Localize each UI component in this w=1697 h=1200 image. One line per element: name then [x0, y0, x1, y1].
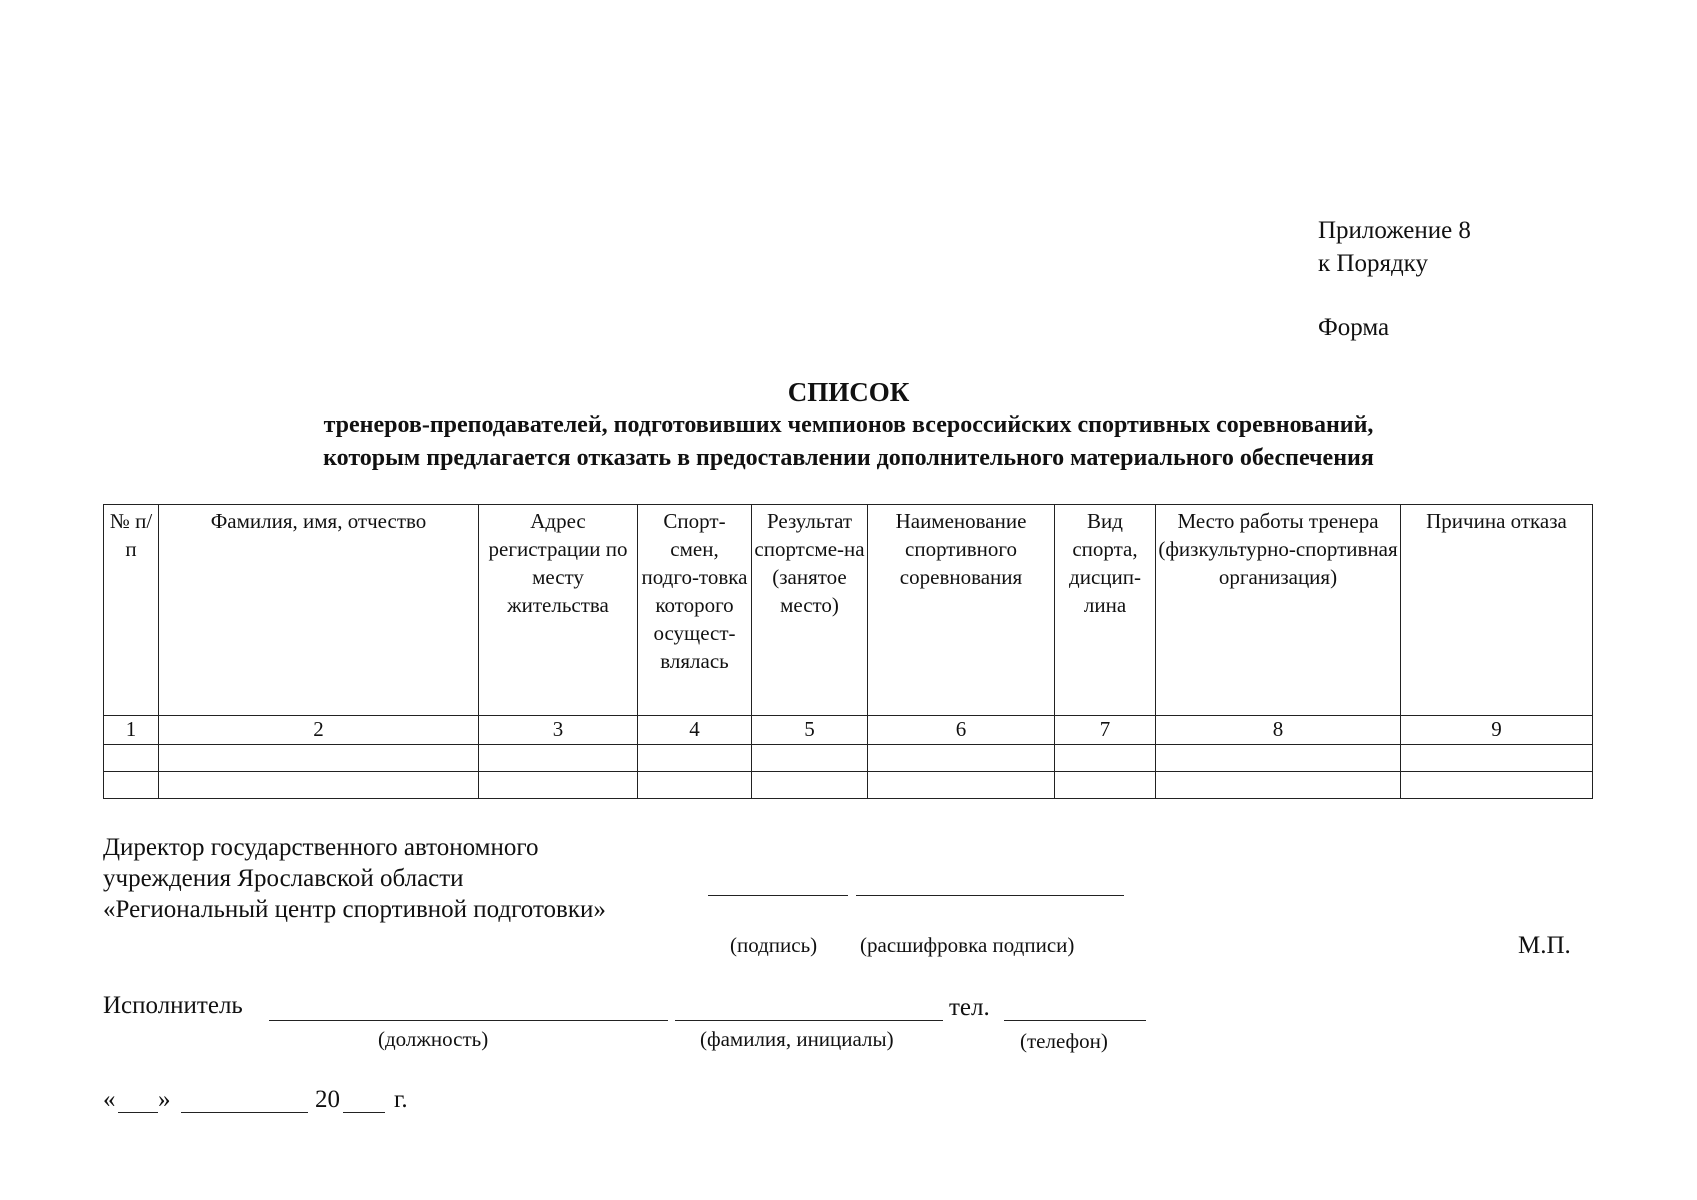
table-cell[interactable]: [868, 772, 1055, 799]
column-number: 8: [1156, 716, 1401, 745]
date-day-line[interactable]: [118, 1112, 158, 1113]
form-label: Форма: [1318, 314, 1390, 341]
coaches-table: [103, 504, 1593, 799]
header-sport: Вид спорта, дисцип-лина: [1055, 505, 1156, 716]
header-refusal-reason: Причина отказа: [1401, 505, 1593, 716]
date-close-quote: »: [158, 1086, 171, 1113]
table-cell[interactable]: [1156, 745, 1401, 772]
column-number: 4: [638, 716, 752, 745]
date-open-quote: «: [103, 1086, 116, 1113]
table-cell[interactable]: [638, 745, 752, 772]
director-block: [103, 832, 606, 925]
stamp-label: М.П.: [1518, 932, 1571, 959]
header-athlete: Спорт-смен, подго-товка которого осущест-влялась: [638, 505, 752, 716]
table-cell[interactable]: [104, 745, 159, 772]
table-cell[interactable]: [1055, 772, 1156, 799]
header-competition: Наименование спортивного соревнования: [868, 505, 1055, 716]
document-title-block: [0, 375, 1697, 475]
appendix-block: [1318, 214, 1471, 344]
table-cell[interactable]: [479, 745, 638, 772]
signature-line[interactable]: [708, 895, 848, 896]
table-header-row: [104, 505, 1593, 716]
appendix-number: Приложение 8: [1318, 217, 1471, 244]
table-cell[interactable]: [479, 772, 638, 799]
table-row: [104, 772, 1593, 799]
header-result: Результат спортсме-на (занятое место): [752, 505, 868, 716]
document-subtitle-line-1: тренеров-преподавателей, подготовивших чемпионов всероссийских спортивных соревнований,: [323, 412, 1374, 438]
header-number: № п/п: [104, 505, 159, 716]
column-number: 3: [479, 716, 638, 745]
column-number: 7: [1055, 716, 1156, 745]
header-full-name: Фамилия, имя, отчество: [159, 505, 479, 716]
phone-label: тел.: [949, 994, 990, 1021]
phone-line[interactable]: [1004, 1020, 1146, 1021]
table-cell[interactable]: [1055, 745, 1156, 772]
table-row: [104, 745, 1593, 772]
table-cell[interactable]: [868, 745, 1055, 772]
date-year-suffix: г.: [394, 1086, 408, 1113]
name-caption: (фамилия, инициалы): [700, 1027, 894, 1051]
table-cell[interactable]: [1401, 745, 1593, 772]
document-subtitle-line-2: которым предлагается отказать в предоставлении дополнительного материального обеспечения: [323, 445, 1374, 471]
date-year-line[interactable]: [343, 1112, 385, 1113]
director-title-line-1: Директор государственного автономного: [103, 834, 539, 861]
table-cell[interactable]: [1401, 772, 1593, 799]
executor-name-line[interactable]: [675, 1020, 943, 1021]
director-title-line-3: «Региональный центр спортивной подготовки»: [103, 896, 606, 923]
date-month-line[interactable]: [181, 1112, 308, 1113]
column-number: 2: [159, 716, 479, 745]
document-title: СПИСОК: [787, 377, 910, 407]
signature-decoding-line[interactable]: [856, 895, 1124, 896]
column-number: 9: [1401, 716, 1593, 745]
date-year-prefix: 20: [315, 1086, 340, 1113]
signature-decoding-caption: (расшифровка подписи): [860, 933, 1075, 957]
table-cell[interactable]: [752, 745, 868, 772]
signature-caption: (подпись): [730, 933, 818, 957]
phone-caption: (телефон): [1020, 1029, 1108, 1053]
table-cell[interactable]: [159, 772, 479, 799]
column-number: 5: [752, 716, 868, 745]
column-number: 6: [868, 716, 1055, 745]
table-number-row: [104, 716, 1593, 745]
table-cell[interactable]: [1156, 772, 1401, 799]
table-cell[interactable]: [104, 772, 159, 799]
header-workplace: Место работы тренера (физкультурно-спортивная организация): [1156, 505, 1401, 716]
position-caption: (должность): [378, 1027, 489, 1051]
table-cell[interactable]: [159, 745, 479, 772]
column-number: 1: [104, 716, 159, 745]
header-address: Адрес регистрации по месту жительства: [479, 505, 638, 716]
director-title-line-2: учреждения Ярославской области: [103, 865, 464, 892]
table-cell[interactable]: [638, 772, 752, 799]
table-cell[interactable]: [752, 772, 868, 799]
executor-label: Исполнитель: [103, 992, 243, 1019]
executor-position-line[interactable]: [269, 1020, 668, 1021]
appendix-reference: к Порядку: [1318, 250, 1428, 277]
